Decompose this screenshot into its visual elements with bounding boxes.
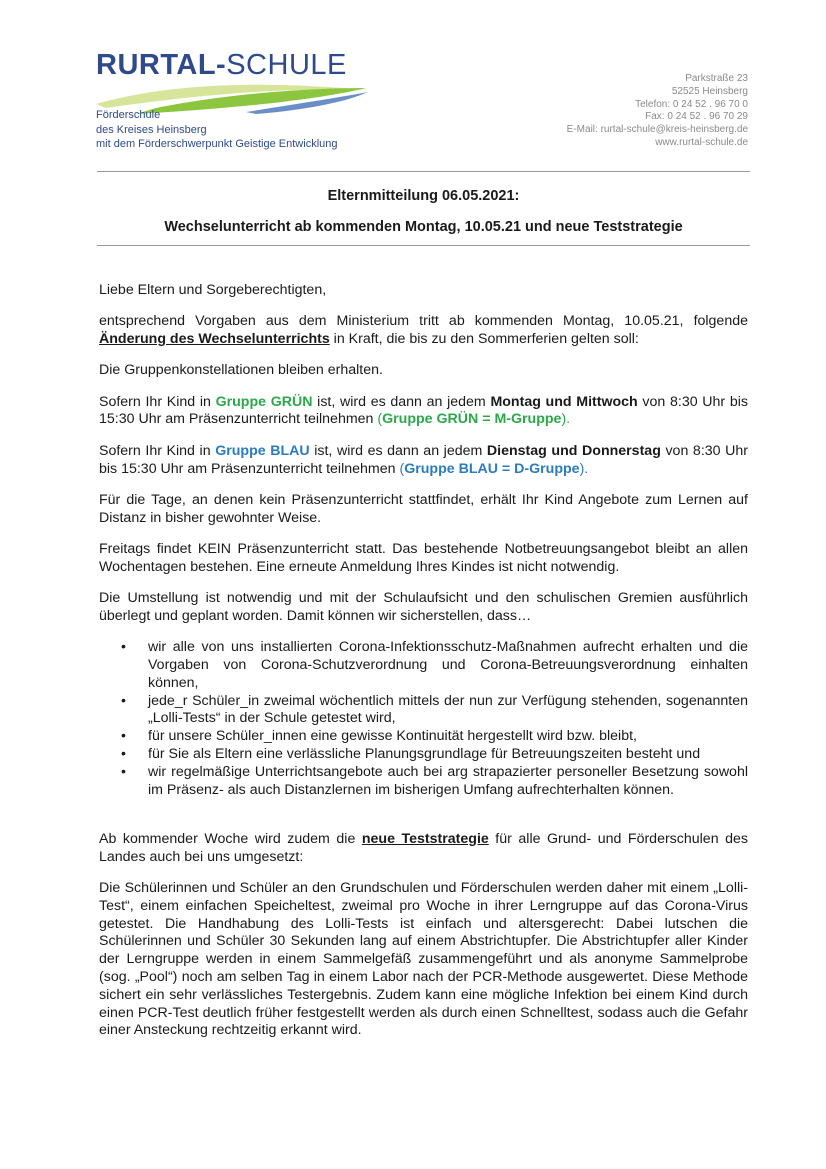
paragraph-groups: Die Gruppenkonstellationen bleiben erhalten. [99, 362, 383, 379]
list-item: • jede_r Schüler_in zweimal wöchentlich mittels der nun zur Verfügung stehenden, sogenannten „Lolli-Tests“ in der Schule getestet wird, [148, 693, 748, 729]
paragraph-reasoning: Die Umstellung ist notwendig und mit der Schulaufsicht und den schulischen Gremien ausführlich überlegt und geplant worden. Damit können wir sicherstellen, dass… [99, 590, 748, 624]
logo-title: RURTAL-SCHULE [96, 49, 347, 81]
reasons-list [99, 639, 748, 799]
list-item: • wir regelmäßige Unterrichtsangebote auch bei arg strapazierter personeller Besetzung sowohl im Präsenz- als auch Distanzlernen im bisherigen Umfang aufrechterhalten können. [148, 764, 748, 800]
title-divider [97, 245, 750, 246]
paragraph-group-blue: Sofern Ihr Kind in Gruppe BLAU ist, wird es dann an jedem Dienstag und Donnerstag von 8:30 Uhr bis 15:30 Uhr am Präsenzunterricht teilnehmen (Gruppe BLAU = D-Gruppe). [99, 442, 748, 477]
paragraph-change-notice: entsprechend Vorgaben aus dem Ministerium tritt ab kommenden Montag, 10.05.21, folgende Änderung des Wechselunterrichts in Kraft, die bis zu den Sommerferien gelten soll: [99, 313, 748, 348]
school-logo [96, 48, 386, 156]
logo-subtitle: Förderschule des Kreises Heinsberg mit dem Förderschwerpunkt Geistige Entwicklung [96, 109, 338, 150]
list-item: • wir alle von uns installierten Corona-Infektionsschutz-Maßnahmen aufrecht erhalten und die Vorgaben von Corona-Schutzverordnung und Corona-Betreuungsverordnung einhalten können, [148, 639, 748, 692]
school-address [567, 73, 748, 150]
spacer [99, 813, 748, 831]
paragraph-test-strategy: Ab kommender Woche wird zudem die neue Teststrategie für alle Grund- und Förderschulen des Landes auch bei uns umgesetzt: [99, 830, 748, 865]
paragraph-distance-learning: Für die Tage, an denen kein Präsenzunterricht stattfindet, erhält Ihr Kind Angebote zum Lernen auf Distanz in bisher gewohnter Weise. [99, 491, 748, 526]
paragraph-lolli-test: Die Schülerinnen und Schüler an den Grundschulen und Förderschulen werden daher mit einem „Lolli-Test“, einem einfachen Speicheltest, zweimal pro Woche in ihrer Lerngruppe auf das Corona-Virus getestet. Die Handhabung des Lolli-Tests ist einfach und altersgerecht: Dabei lutschen die Schülerinnen und Schüler 30 Sekunden lang auf einem Abstrichtupfer. Die Abstrichtupfer aller Kinder der Lerngruppe werden in einem Sammelgefäß zusammengeführt und als anonyme Sammelprobe (sog. „Pool“) noch am selben Tag in einem Labor nach der PCR-Methode ausgewertet. Diese Methode sichert ein sehr verlässliches Testergebnis. Zudem kann eine mögliche Infektion bei einem Kind durch einen PCR-Test deutlich früher festgestellt werden als durch einen Schnelltest, sodass auch die Gefahr einer Ansteckung rechtzeitig erkannt wird. [99, 879, 748, 1039]
address-email: E-Mail: rurtal-schule@kreis-heinsberg.de [566, 124, 748, 136]
address-web: www.rurtal-schule.de [655, 136, 748, 148]
header-divider [97, 171, 750, 172]
address-street: Parkstraße 23 [685, 73, 748, 84]
address-fax: Fax: 0 24 52 . 96 70 29 [645, 111, 748, 123]
document-title: Elternmitteilung 06.05.2021: [327, 188, 520, 204]
letter-body [99, 282, 748, 1054]
paragraph-friday: Freitags findet KEIN Präsenzunterricht statt. Das bestehende Notbetreuungsangebot bleibt an allen Wochentagen bestehen. Eine erneute Anmeldung Ihres Kindes ist nicht notwendig. [99, 540, 748, 575]
list-item: • für unsere Schüler_innen eine gewisse Kontinuität hergestellt wird bzw. bleibt, [148, 728, 748, 746]
paragraph-group-green: Sofern Ihr Kind in Gruppe GRÜN ist, wird es dann an jedem Montag und Mittwoch von 8:30 Uhr bis 15:30 Uhr am Präsenzunterricht teilnehmen (Gruppe GRÜN = M-Gruppe). [99, 393, 748, 428]
greeting: Liebe Eltern und Sorgeberechtigten, [99, 282, 327, 298]
address-phone: Telefon: 0 24 52 . 96 70 0 [635, 98, 748, 110]
list-item: • für Sie als Eltern eine verlässliche Planungsgrundlage für Betreuungszeiten besteht und [148, 746, 748, 764]
address-city: 52525 Heinsberg [671, 85, 748, 97]
document-subtitle: Wechselunterricht ab kommenden Montag, 10.05.21 und neue Teststrategie [164, 219, 683, 235]
